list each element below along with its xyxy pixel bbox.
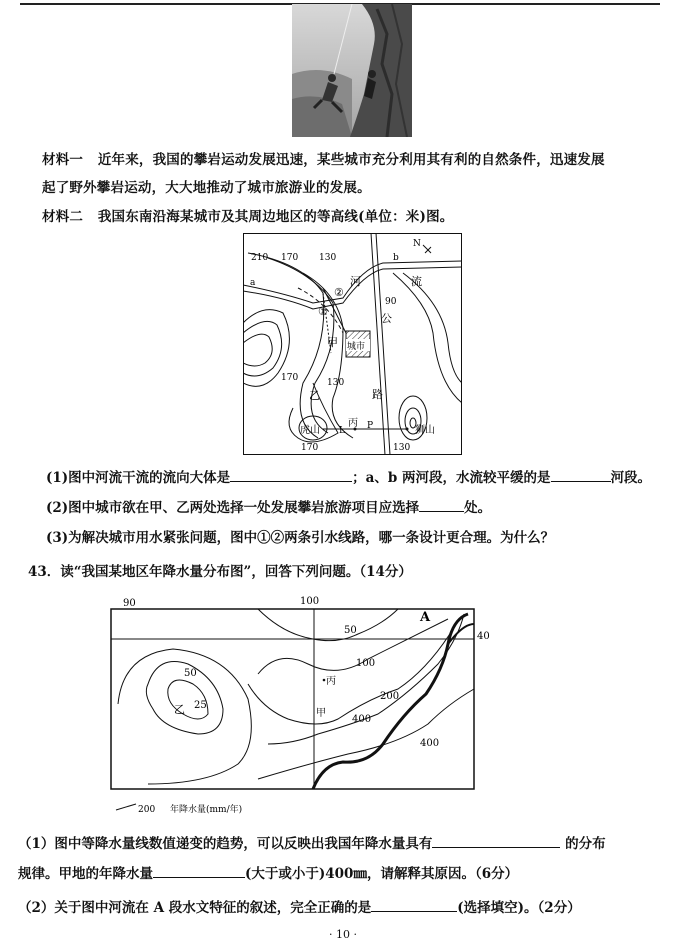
road-char-lu: 路 [372, 388, 383, 401]
isohyet-label: 400 [420, 738, 440, 749]
river-label-b: b [393, 253, 399, 263]
shishan-label: 狮山 [415, 425, 435, 436]
lat-label: 40 [477, 631, 490, 642]
question-43-1-line2: 规律。甲地的年降水量 (大于或小于)400㎜，请解释其原因。（6分） [18, 866, 519, 882]
legend-value: 200 [138, 805, 156, 815]
question-3: (3)为解决城市用水紧张问题，图中①②两条引水线路，哪一条设计更合理。为什么？ [46, 530, 555, 546]
contour-label: 130 [327, 378, 345, 388]
contour-label: 90 [385, 297, 397, 307]
isohyet-label: 100 [356, 658, 376, 669]
contour-map [243, 233, 462, 459]
isohyet-label: 25 [194, 700, 207, 711]
question-43-2: （2）关于图中河流在 A 段水文特征的叙述，完全正确的是 (选择填空)。（2分） [18, 900, 581, 916]
legend-text: 年降水量(mm/年) [170, 805, 243, 815]
river-section-A: A [420, 610, 431, 625]
place-jia: 甲 [316, 708, 326, 719]
question-43-title: 43．读“我国某地区年降水量分布图”，回答下列问题。（14分） [28, 564, 412, 580]
question-1: (1)图中河流干流的流向大体是 ；a、b 两河段，水流较平缓的是 河段。 [46, 470, 652, 486]
contour-label: 130 [393, 443, 411, 453]
city-label: 城市 [347, 342, 366, 352]
isohyet-label: 50 [344, 625, 357, 636]
contour-label: 170 [281, 253, 299, 263]
place-bing: 丙 [326, 676, 336, 687]
site-bing: 丙 [348, 418, 358, 429]
river-label-a: a [250, 278, 256, 288]
answer-blank[interactable] [551, 469, 611, 482]
material2-line: 材料二 我国东南沿海某城市及其周边地区的等高线(单位：米)图。 [42, 209, 454, 225]
point-L: L [339, 426, 345, 436]
material1-line1: 材料一 近年来，我国的攀岩运动发展迅速，某些城市充分利用其有利的自然条件，迅速发展 [42, 152, 605, 168]
isohyet-label: 400 [352, 714, 372, 725]
isohyet-label: 100 [300, 596, 320, 607]
site-yi: 乙 [309, 389, 320, 402]
isohyet-label: 50 [184, 668, 197, 679]
material1-line2: 起了野外攀岩运动，大大地推动了城市旅游业的发展。 [42, 180, 371, 196]
route-1-label: ① [318, 305, 328, 318]
answer-blank[interactable] [419, 499, 464, 512]
road-char-gong: 公 [381, 312, 392, 325]
answer-blank[interactable] [230, 469, 352, 482]
rock-climbing-photo [292, 4, 412, 137]
page-number: · 10 · [329, 928, 357, 941]
route-2-label: ② [334, 286, 344, 299]
huishan-label: 虎山 [300, 425, 320, 436]
contour-label: 130 [319, 253, 337, 263]
answer-blank[interactable] [153, 865, 245, 878]
point-P: P [367, 421, 374, 431]
contour-label: 170 [281, 373, 299, 383]
place-yi: 乙 [174, 703, 185, 716]
contour-label: 210 [251, 253, 269, 263]
north-label: N [413, 239, 421, 249]
rainfall-map [108, 594, 493, 823]
isohyet-label: 200 [380, 691, 400, 702]
question-2: (2)图中城市欲在甲、乙两处选择一处发展攀岩旅游项目应选择 处。 [46, 500, 492, 516]
question-43-1-line1: （1）图中等降水量线数值递变的趋势，可以反映出我国年降水量具有 的分布 [18, 836, 606, 852]
answer-blank[interactable] [432, 835, 560, 848]
river-char-liu: 流 [411, 275, 422, 288]
lon-label: 90 [123, 598, 136, 609]
contour-label: 170 [301, 443, 319, 453]
answer-blank[interactable] [371, 899, 457, 912]
river-char-he: 河 [350, 275, 361, 288]
site-jia: 甲 [327, 336, 338, 349]
